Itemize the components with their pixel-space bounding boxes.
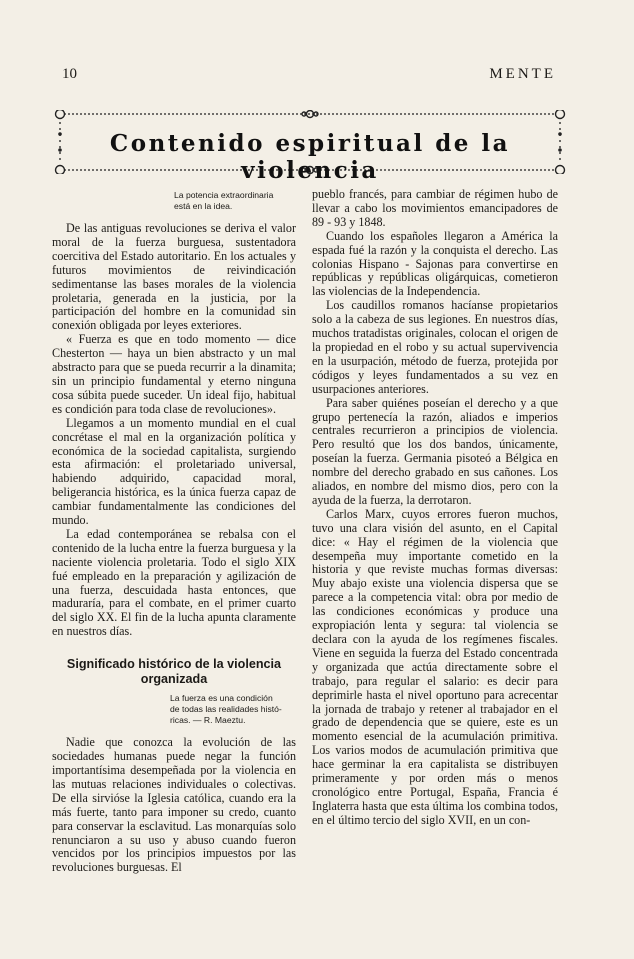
article-title: Contenido espiritual de la violencia bbox=[109, 130, 511, 184]
paragraph: Cuando los españoles llegaron a América la espada fué la razón y la conquista el derecho. Las colonias Hispano - Sajonas para convertirse en repúblicas y repúblicas oligárquicas, cometieron las violencias de la Independencia. bbox=[312, 228, 558, 299]
epigraph-line: está en la idea. bbox=[174, 201, 233, 211]
epigraph-line: de todas las realidades histó- bbox=[170, 704, 282, 715]
paragraph: pueblo francés, para cambiar de régimen hubo de llevar a cabo los movimientos emancipadores de 89 - 93 y 1848. bbox=[312, 187, 558, 229]
title-frame bbox=[52, 110, 568, 184]
section-heading bbox=[52, 657, 296, 687]
epigraph-line: La fuerza es una condición bbox=[170, 693, 273, 704]
paragraph: « Fuerza es que en todo momento — dice Chesterton — haya un bien abstracto y un mal abstracto para que se pueda recurrir a la dinamita; sin un principio fundamental y eterno ninguna cosa súbita puede suceder. Un ideal fijo, habitual es condición para toda clase de revoluciones». bbox=[52, 332, 296, 416]
paragraph: Llegamos a un momento mundial en el cual concrétase el mal en la organización política y económica de la sociedad capitalista, surgiendo esta afirmación: el proletariado universal, habiendo adquirido, capacidad moral, beligerancia histórica, es la única fuerza capaz de cambiar fundamentalmente las condiciones del mundo. bbox=[52, 415, 296, 528]
paragraph: Carlos Marx, cuyos errores fueron muchos, tuvo una clara visión del asunto, en el Capital dice: « Hay el régimen de la violencia que desempeña muy importante cometido en la historia y que reviste muchas formas diversas: Muy abajo existe una violencia dispersa que se parece a la competencia vital: obra por medio de las condiciones económicas y produce una expropiación lenta y segura: tal violencia se declara con la ayuda de los regímenes fiscales. Viene en seguida la fuerza del Estado concentrada y organizada que actúa directamente sobre el trabajo, para regular el salario: es decir para deprimirle hasta el nivel oportuno para acrecentar la jornada de trabajo y retener al trabajador en el grado de dependencia que se quiere, este es un momento esencial de la acumulación primitiva. Los varios modos de acumulación primitiva que hace germinar la era capitalista se distribuyen primeramente y por orden más o menos cronológico entre Portugal, España, Francia é Inglaterra hasta que esta última los combina todos, en el último tercio del siglo XVII, en un con- bbox=[312, 506, 558, 827]
paragraph: Para saber quiénes poseían el derecho y a que grupo pertenecía la razón, aliados e imperios centrales recurrieron a principios de violencia. Pero resultó que los dos bandos, únicamente, poseían la fuerza. Germania pisoteó a Bélgica en nombre del derecho grabado en sus cañones. Los aliados, en nombre del mismo dios, pero con la ayuda de la fuerza, la derrotaron. bbox=[312, 395, 558, 507]
right-column bbox=[312, 188, 558, 828]
epigraph bbox=[174, 190, 296, 212]
section-heading-line: Significado histórico de la violencia bbox=[66, 657, 282, 672]
section-heading-line: organizada bbox=[140, 672, 208, 687]
paragraph: Nadie que conozca la evolución de las sociedades humanas puede negar la función importantísima desempeñada por la violencia en las mutuas relaciones individuales o colectivas. De ella sirvióse la Iglesia católica, cuando era la más fuerte, tanto para imponer su credo, cuanto para conservar la esclavitud. Las monarquías solo renunciaron a su uso y abuso cuando fueron vencidos por los principios impuestos por las revoluciones burguesas. El bbox=[52, 735, 296, 875]
paragraph: De las antiguas revoluciones se deriva el valor moral de la fuerza burguesa, sustentadora coercitiva del Estado autoritario. En los actuales y futuros movimientos de reivindicación sedimentanse las bases morales de la violencia proletaria, generada en la justicia, por la participación del hombre en la comunidad sin conexión obligada por leyes exteriores. bbox=[52, 221, 296, 333]
paragraph: La edad contemporánea se rebalsa con el contenido de la lucha entre la fuerza burguesa y la naciente violencia proletaria. Todo el siglo XIX fué empleado en la preparación y agilización de una fuerza, descuidada hasta entonces, que maduraría, para el combate, en el primer cuarto del siglo XX. El fin de la lucha apunta claramente en nuestros días. bbox=[52, 526, 296, 639]
epigraph-line: La potencia extraordinaria bbox=[174, 190, 274, 200]
paragraph: Los caudillos romanos hacíanse propietarios solo a la cabeza de sus legiones. En nuestros días, muchos tratadistas originales, colocan el origen de la propiedad en el robo y su actual supervivencia en la usurpación, método de fuerza, protejida por códigos y leyes fundamentados a su vez en usurpaciones anteriores. bbox=[312, 298, 558, 396]
running-head: MENTE bbox=[489, 66, 556, 82]
epigraph bbox=[170, 693, 296, 726]
page-number: 10 bbox=[62, 66, 77, 82]
left-column bbox=[52, 188, 296, 875]
epigraph-line: ricas. — R. Maeztu. bbox=[170, 715, 246, 726]
